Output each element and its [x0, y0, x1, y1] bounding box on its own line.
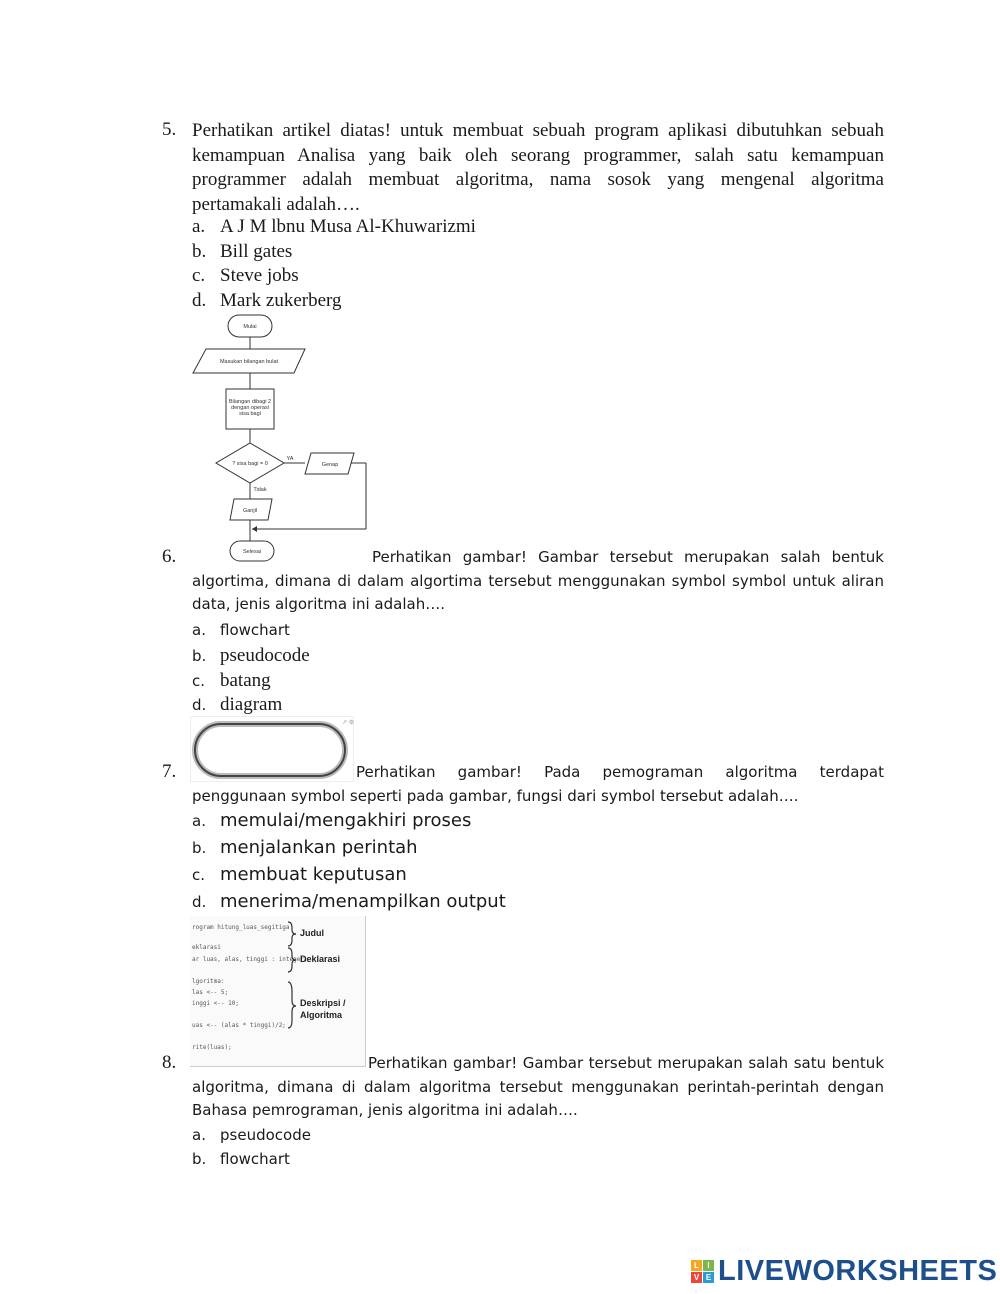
question-5 — [162, 119, 884, 217]
flowchart-image — [190, 312, 370, 564]
flow-process-line: dengan operasi — [231, 405, 269, 411]
question-number: 5. — [162, 119, 177, 140]
option-c[interactable] — [192, 864, 882, 891]
code-line: uas <-- (alas * tinggi)/2; — [192, 1022, 286, 1029]
option-text: pseudocode — [220, 645, 310, 666]
flow-process-line: sisa bagi — [239, 411, 261, 417]
option-text: menjalankan perintah — [220, 837, 418, 858]
option-c[interactable] — [192, 670, 882, 695]
question-number: 8. — [162, 1052, 177, 1073]
option-text: Mark zukerberg — [220, 289, 342, 311]
flow-no-label: Tidak — [253, 487, 267, 493]
option-text: Steve jobs — [220, 265, 299, 286]
option-text: batang — [220, 669, 271, 691]
option-text: membuat keputusan — [220, 864, 407, 885]
option-c[interactable] — [192, 265, 882, 290]
question-6-options — [192, 621, 882, 719]
option-b[interactable] — [192, 645, 882, 670]
flowchart-diagram — [190, 312, 370, 564]
option-letter: b. — [192, 839, 207, 857]
option-text: flowchart — [220, 1150, 290, 1168]
flow-start-label: Mulai — [243, 324, 257, 330]
option-letter: b. — [192, 647, 207, 665]
liveworksheets-logo — [691, 1255, 997, 1288]
logo-mark-letter: E — [703, 1272, 714, 1283]
flow-decision-label: ? sisa bagi = 0 — [232, 461, 268, 467]
flow-odd-label: Ganjil — [242, 508, 258, 514]
option-text: menerima/menampilkan output — [220, 891, 506, 912]
code-line: las <-- 5; — [192, 989, 229, 996]
option-text: flowchart — [220, 621, 290, 639]
label-algorithm: Algoritma — [300, 1010, 343, 1020]
code-line: inggi <-- 10; — [192, 1000, 239, 1007]
option-d[interactable] — [192, 891, 882, 918]
option-letter: a. — [192, 1126, 206, 1144]
option-a[interactable] — [192, 810, 882, 837]
logo-mark-letter: I — [703, 1260, 714, 1271]
option-letter: d. — [192, 893, 207, 911]
flow-input-label: Masukan bilangan bulat — [219, 359, 279, 365]
option-letter: d. — [192, 289, 207, 311]
option-b[interactable] — [192, 1150, 882, 1174]
code-line: rite(luas); — [192, 1044, 232, 1051]
logo-mark-icon — [691, 1260, 714, 1283]
option-text: pseudocode — [220, 1126, 311, 1144]
question-7-options — [192, 810, 882, 918]
option-letter: a. — [192, 216, 206, 237]
question-text: Perhatikan gambar! Pada pemograman algoritma terdapat penggunaan symbol seperti pada gambar, fungsi dari symbol tersebut adalah…. — [192, 763, 884, 805]
option-b[interactable] — [192, 241, 882, 266]
question-7 — [162, 761, 884, 808]
logo-mark-letter: L — [691, 1260, 702, 1271]
brand-name: LIVEWORKSHEETS — [718, 1255, 998, 1287]
code-line: rogram hitung_luas_segitiga — [192, 924, 290, 931]
question-5-options — [192, 216, 882, 314]
option-text: Bill gates — [220, 240, 293, 262]
label-description: Deskripsi / — [300, 998, 346, 1008]
question-8-options — [192, 1126, 882, 1174]
label-title: Judul — [300, 928, 324, 938]
code-line: eklarasi — [192, 944, 221, 951]
flow-end-label: Selesai — [242, 549, 262, 555]
option-letter: c. — [192, 671, 206, 690]
option-letter: a. — [192, 621, 206, 639]
option-letter: b. — [192, 1150, 207, 1168]
flow-even-label: Genap — [321, 462, 339, 468]
flow-process-line: Bilangan dibagi 2 — [228, 399, 272, 405]
option-letter: d. — [192, 696, 207, 714]
option-text: memulai/mengakhiri proses — [220, 810, 472, 831]
question-number: 6. — [162, 546, 177, 567]
option-letter: c. — [192, 866, 206, 884]
question-text: Perhatikan artikel diatas! untuk membuat sebuah program aplikasi dibutuhkan sebuah kemampuan Analisa yang baik oleh seorang programmer, salah satu kemampuan programmer adalah membuat algoritma, nama sosok yang mengenal algoritma pertamakali adalah…. — [192, 120, 884, 215]
option-d[interactable] — [192, 290, 882, 315]
option-a[interactable] — [192, 216, 882, 241]
option-a[interactable] — [192, 1126, 882, 1150]
code-line: ar luas, alas, tinggi : integer; — [192, 956, 308, 963]
label-declaration: Deklarasi — [300, 954, 341, 964]
pseudocode-image — [190, 916, 366, 1067]
option-a[interactable] — [192, 621, 882, 645]
code-line: lgoritma: — [192, 978, 225, 985]
option-letter: b. — [192, 240, 207, 262]
flow-yes-label: YA — [286, 456, 294, 462]
logo-mark-letter: V — [691, 1272, 702, 1283]
option-text: A J M lbnu Musa Al-Khuwarizmi — [220, 216, 476, 237]
svg-text:↗ ⚙: ↗ ⚙ — [342, 720, 354, 726]
question-text: Perhatikan gambar! Gambar tersebut merupakan salah bentuk algortima, dimana di dalam algortima tersebut menggunakan symbol symbol untuk aliran data, jenis algoritma ini adalah…. — [192, 548, 884, 613]
brace-marks — [286, 920, 300, 1030]
question-text: Perhatikan gambar! Gambar tersebut merupakan salah satu bentuk algoritma, dimana di dalam algoritma tersebut menggunakan perintah-perintah dengan Bahasa pemrograman, jenis algoritma ini adalah…. — [192, 1054, 884, 1119]
option-letter: a. — [192, 812, 206, 830]
question-6 — [162, 546, 884, 617]
option-b[interactable] — [192, 837, 882, 864]
option-letter: c. — [192, 265, 206, 286]
option-d[interactable] — [192, 694, 882, 719]
question-8 — [162, 1052, 884, 1123]
question-number: 7. — [162, 761, 177, 782]
option-text: diagram — [220, 694, 283, 715]
